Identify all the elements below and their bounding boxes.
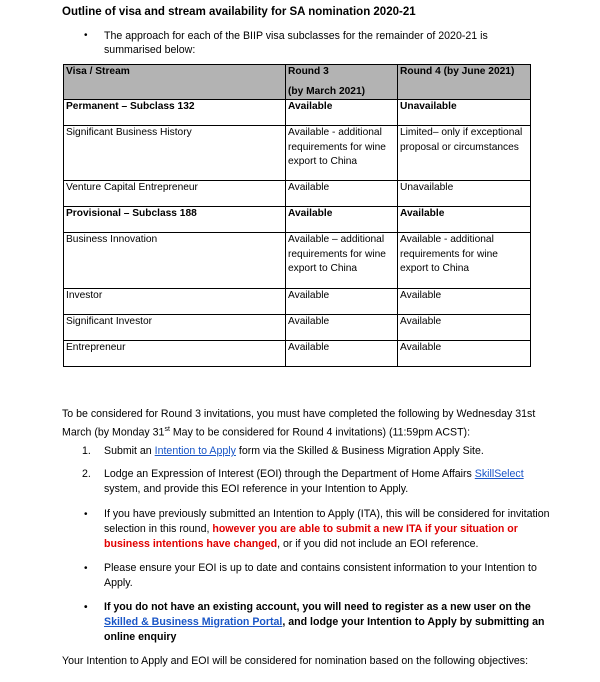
table-row bbox=[64, 207, 531, 233]
intention-to-apply-link[interactable]: Intention to Apply bbox=[154, 445, 236, 457]
table-row bbox=[64, 181, 531, 207]
cell-round-4: Available bbox=[398, 341, 531, 367]
cell-round-3: Available bbox=[286, 207, 398, 233]
header-round-3-date: (by March 2021) bbox=[288, 85, 366, 97]
table-row bbox=[64, 341, 531, 367]
notes-list bbox=[62, 507, 552, 654]
cell-round-3: Available bbox=[286, 289, 398, 315]
note-highlight: however you are able to submit a new ITA if your situation or business intentions have changed bbox=[104, 523, 518, 550]
note-text: If you do not have an existing account, you will need to register as a new user on the bbox=[104, 601, 531, 613]
cell-round-4: Available - additional requirements for wine export to China bbox=[398, 233, 531, 289]
cell-round-4: Unavailable bbox=[398, 181, 531, 207]
step-text-end: system, and provide this EOI reference in your Intention to Apply. bbox=[104, 483, 409, 495]
cell-round-3: Available bbox=[286, 315, 398, 341]
bullet-icon: • bbox=[84, 602, 88, 613]
table-row bbox=[64, 233, 531, 289]
cell-round-3: Available bbox=[286, 100, 398, 126]
cell-visa: Venture Capital Entrepreneur bbox=[64, 181, 286, 207]
bullet-icon: • bbox=[84, 30, 88, 41]
closing-paragraph: Your Intention to Apply and EOI will be considered for nomination based on the following objectives: bbox=[62, 655, 529, 667]
list-item bbox=[62, 444, 552, 459]
step-text: Submit an bbox=[104, 445, 155, 457]
skillselect-link[interactable]: SkillSelect bbox=[474, 468, 524, 480]
cell-round-4: Available bbox=[398, 289, 531, 315]
header-round-4: Round 4 (by June 2021) bbox=[398, 65, 531, 100]
intro-bullet-item bbox=[84, 29, 524, 57]
bullet-icon: • bbox=[84, 509, 88, 520]
cell-round-4: Available bbox=[398, 207, 531, 233]
page-title: Outline of visa and stream availability for SA nomination 2020-21 bbox=[62, 6, 416, 18]
table-row bbox=[64, 100, 531, 126]
intro-text: The approach for each of the BIIP visa subclasses for the remainder of 2020-21 is summarised below: bbox=[104, 30, 488, 56]
cell-round-4: Limited– only if exceptional proposal or circumstances bbox=[398, 126, 531, 181]
requirements-paragraph bbox=[62, 407, 552, 441]
cell-visa: Significant Business History bbox=[64, 126, 286, 181]
list-item bbox=[62, 467, 552, 497]
step-number: 2. bbox=[82, 468, 91, 480]
header-round-3 bbox=[286, 65, 398, 100]
note-text-end: , and lodge your Intention to Apply by submitting an online enquiry bbox=[104, 616, 545, 643]
cell-visa: Business Innovation bbox=[64, 233, 286, 289]
list-item bbox=[62, 600, 552, 645]
cell-round-3: Available bbox=[286, 341, 398, 367]
requirements-steps bbox=[62, 444, 552, 505]
list-item bbox=[62, 507, 552, 552]
bullet-icon: • bbox=[84, 563, 88, 574]
migration-portal-link[interactable]: Skilled & Business Migration Portal bbox=[104, 616, 283, 628]
header-visa-stream: Visa / Stream bbox=[64, 65, 286, 100]
step-text-end: form via the Skilled & Business Migration Apply Site. bbox=[235, 445, 484, 457]
para-text-2: May to be considered for Round 4 invitations) (11:59pm ACST): bbox=[169, 426, 471, 439]
cell-visa: Entrepreneur bbox=[64, 341, 286, 367]
cell-visa: Significant Investor bbox=[64, 315, 286, 341]
table-row bbox=[64, 289, 531, 315]
para-text-1: To be considered for Round 3 invitations, you must have completed the following by Wednesday 31st March (by Monday 31 bbox=[62, 408, 536, 439]
cell-round-3: Available bbox=[286, 181, 398, 207]
note-text: Please ensure your EOI is up to date and contains consistent information to your Intention to Apply. bbox=[104, 562, 537, 589]
step-text: Lodge an Expression of Interest (EOI) through the Department of Home Affairs bbox=[104, 468, 475, 480]
cell-visa: Provisional – Subclass 188 bbox=[64, 207, 286, 233]
cell-round-4: Unavailable bbox=[398, 100, 531, 126]
cell-visa: Investor bbox=[64, 289, 286, 315]
cell-round-3: Available – additional requirements for wine export to China bbox=[286, 233, 398, 289]
cell-visa: Permanent – Subclass 132 bbox=[64, 100, 286, 126]
cell-round-4: Available bbox=[398, 315, 531, 341]
note-text-end: , or if you did not include an EOI reference. bbox=[277, 538, 479, 550]
table-row bbox=[64, 126, 531, 181]
header-round-3-title: Round 3 bbox=[288, 66, 329, 77]
step-number: 1. bbox=[82, 445, 91, 457]
table-row bbox=[64, 315, 531, 341]
list-item bbox=[62, 561, 552, 591]
table-header-row bbox=[64, 65, 531, 100]
visa-availability-table bbox=[63, 64, 531, 367]
para-superscript: st bbox=[164, 426, 170, 433]
note-text: If you have previously submitted an Intention to Apply (ITA), this will be considered for invitation selection in this round, bbox=[104, 508, 550, 535]
cell-round-3: Available - additional requirements for wine export to China bbox=[286, 126, 398, 181]
